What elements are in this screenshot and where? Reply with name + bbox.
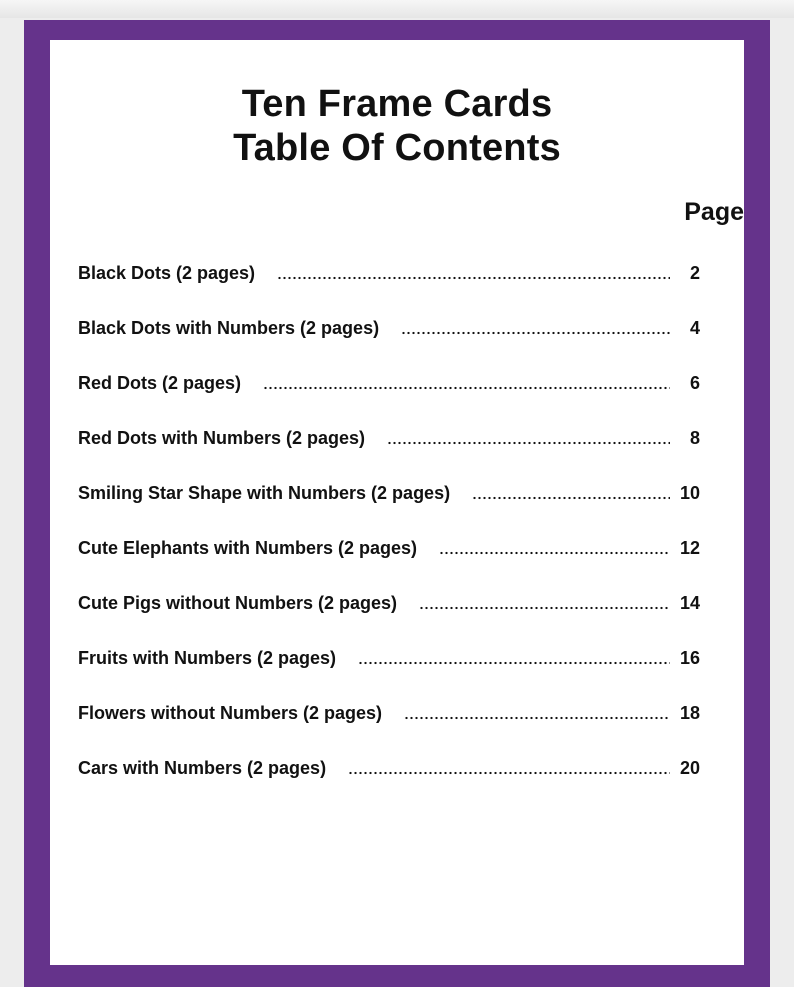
toc-entry-page: 14 bbox=[679, 593, 700, 613]
toc-entry-label: Red Dots (2 pages) bbox=[78, 373, 242, 393]
toc-entry bbox=[78, 362, 700, 417]
dot-leader bbox=[358, 661, 670, 665]
toc-entry-page: 10 bbox=[679, 483, 700, 503]
dot-leader bbox=[401, 331, 670, 335]
toc-entry bbox=[78, 307, 700, 362]
toc-entry-label: Red Dots with Numbers (2 pages) bbox=[78, 428, 366, 448]
document-title bbox=[50, 82, 744, 170]
toc-entry-label: Flowers without Numbers (2 pages) bbox=[78, 703, 383, 723]
dot-leader bbox=[387, 441, 670, 445]
dot-leader bbox=[439, 551, 670, 555]
toc-entry-page: 6 bbox=[689, 373, 700, 393]
toc-entry bbox=[78, 582, 700, 637]
toc-entry-page: 4 bbox=[689, 318, 700, 338]
dot-leader bbox=[263, 386, 670, 390]
dot-leader bbox=[277, 276, 670, 280]
toc-entry-page: 20 bbox=[679, 758, 700, 778]
top-strip bbox=[0, 0, 794, 18]
toc-entry bbox=[78, 417, 700, 472]
toc-entry-page: 12 bbox=[679, 538, 700, 558]
toc-entry bbox=[78, 472, 700, 527]
dot-leader bbox=[419, 606, 670, 610]
toc-entry-page: 8 bbox=[689, 428, 700, 448]
toc-entry bbox=[78, 692, 700, 747]
toc-entry bbox=[78, 527, 700, 582]
page-column-heading: Page bbox=[684, 198, 744, 226]
dot-leader bbox=[404, 716, 670, 720]
toc-entry-label: Cars with Numbers (2 pages) bbox=[78, 758, 327, 778]
dot-leader bbox=[472, 496, 670, 500]
toc-entry-label: Black Dots with Numbers (2 pages) bbox=[78, 318, 380, 338]
toc-entry-label: Cute Elephants with Numbers (2 pages) bbox=[78, 538, 418, 558]
toc-entry-page: 18 bbox=[679, 703, 700, 723]
toc-entry bbox=[78, 637, 700, 692]
toc-entry bbox=[78, 747, 700, 802]
toc-entry-page: 16 bbox=[679, 648, 700, 668]
toc-entry bbox=[78, 252, 700, 307]
title-line-2: Table Of Contents bbox=[233, 127, 561, 169]
table-of-contents bbox=[78, 252, 700, 802]
document-page bbox=[50, 40, 744, 965]
toc-entry-page: 2 bbox=[689, 263, 700, 283]
toc-entry-label: Fruits with Numbers (2 pages) bbox=[78, 648, 337, 668]
toc-entry-label: Smiling Star Shape with Numbers (2 pages) bbox=[78, 483, 451, 503]
toc-entry-label: Cute Pigs without Numbers (2 pages) bbox=[78, 593, 398, 613]
toc-entry-label: Black Dots (2 pages) bbox=[78, 263, 256, 283]
title-line-1: Ten Frame Cards bbox=[241, 83, 553, 125]
purple-page-border bbox=[24, 20, 770, 987]
dot-leader bbox=[348, 771, 670, 775]
